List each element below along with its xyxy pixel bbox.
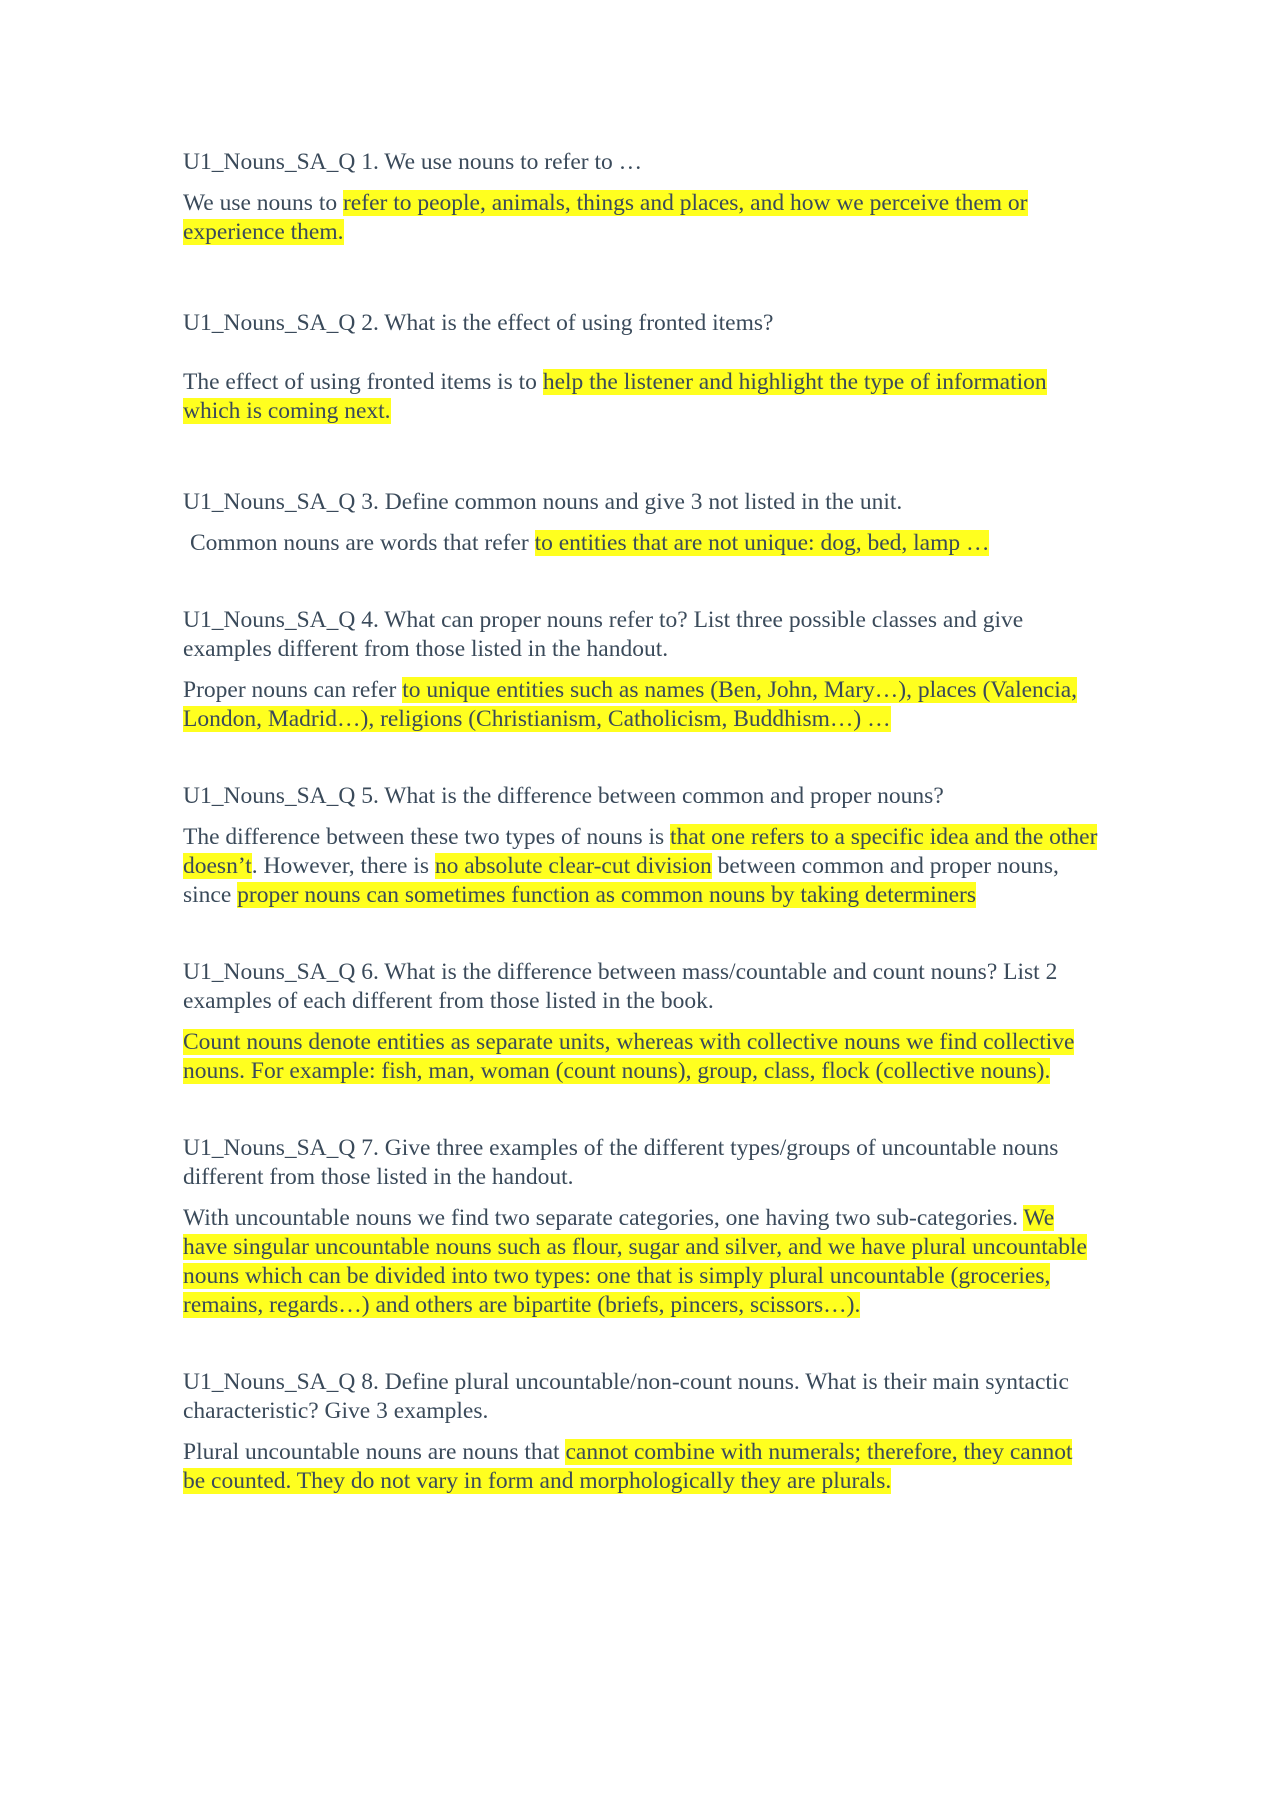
answer-text — [183, 368, 1098, 426]
qa-block — [183, 782, 1098, 910]
highlighted-answer-segment: We have singular uncountable nouns such as flour, sugar and silver, and we have plural uncountable nouns which can be divided into two types: one that is simply plural uncountable (groceries, remains, regards…) and others are bipartite (briefs, pincers, scissors…). — [183, 1205, 1087, 1318]
question-text: U1_Nouns_SA_Q 6. What is the difference between mass/countable and count nouns? List 2 examples of each different from those listed in the book. — [183, 959, 1058, 1014]
highlighted-answer-segment: cannot combine with numerals; therefore, they cannot be counted. They do not vary in form and morphologically they are plurals. — [183, 1439, 1073, 1494]
document-body — [183, 148, 1098, 1496]
answer-segment: We use nouns to — [183, 190, 343, 216]
answer-segment: between common and proper nouns, since — [183, 853, 1059, 908]
answer-text — [183, 529, 1098, 558]
answer-text — [183, 823, 1098, 910]
question-text: U1_Nouns_SA_Q 8. Define plural uncountable/non-count nouns. What is their main syntactic characteristic? Give 3 examples. — [183, 1369, 1069, 1424]
highlighted-answer-segment: help the listener and highlight the type of information which is coming next. — [183, 369, 1047, 424]
question-text: U1_Nouns_SA_Q 7. Give three examples of the different types/groups of uncountable nouns different from those listed in the handout. — [183, 1135, 1059, 1190]
qa-block — [183, 958, 1098, 1086]
answer-segment: With uncountable nouns we find two separate categories, one having two sub-categories. — [183, 1205, 1024, 1231]
qa-block — [183, 606, 1098, 734]
answer-segment: The difference between these two types of nouns is — [183, 824, 671, 850]
qa-block — [183, 1134, 1098, 1320]
qa-block — [183, 148, 1098, 247]
highlighted-answer-segment: no absolute clear-cut division — [434, 853, 712, 879]
question-text: U1_Nouns_SA_Q 3. Define common nouns and give 3 not listed in the unit. — [183, 489, 903, 515]
answer-segment: Proper nouns can refer — [183, 677, 403, 703]
answer-segment: Plural uncountable nouns are nouns that — [183, 1439, 566, 1465]
answer-text — [183, 1028, 1098, 1086]
qa-block — [183, 1368, 1098, 1496]
answer-segment: . However, there is — [251, 853, 435, 879]
answer-text — [183, 1438, 1098, 1496]
highlighted-answer-segment: Count nouns denote entities as separate units, whereas with collective nouns we find collective nouns. For example: fish, man, woman (count nouns), group, class, flock (collective nouns). — [183, 1029, 1075, 1084]
answer-segment: The effect of using fronted items is to — [183, 369, 543, 395]
highlighted-answer-segment: to entities that are not unique: dog, bed, lamp … — [534, 530, 990, 556]
question-text: U1_Nouns_SA_Q 1. We use nouns to refer to … — [183, 149, 643, 175]
answer-text — [183, 189, 1098, 247]
question-text: U1_Nouns_SA_Q 5. What is the difference between common and proper nouns? — [183, 783, 944, 809]
highlighted-answer-segment: refer to people, animals, things and places, and how we perceive them or experience them. — [183, 190, 1028, 245]
qa-block — [183, 488, 1098, 558]
answer-text — [183, 1204, 1098, 1320]
qa-block — [183, 309, 1098, 426]
question-text: U1_Nouns_SA_Q 2. What is the effect of using fronted items? — [183, 310, 774, 336]
question-text: U1_Nouns_SA_Q 4. What can proper nouns refer to? List three possible classes and give examples different from those listed in the handout. — [183, 607, 1024, 662]
answer-segment: Common nouns are words that refer — [190, 530, 535, 556]
answer-text — [183, 676, 1098, 734]
highlighted-answer-segment: to unique entities such as names (Ben, John, Mary…), places (Valencia, London, Madrid…), religions (Christianism, Catholicism, Buddhism…) … — [183, 677, 1078, 732]
highlighted-answer-segment: proper nouns can sometimes function as common nouns by taking determiners — [237, 882, 976, 908]
highlighted-answer-segment: that one refers to a specific idea and the other doesn’t — [183, 824, 1098, 879]
